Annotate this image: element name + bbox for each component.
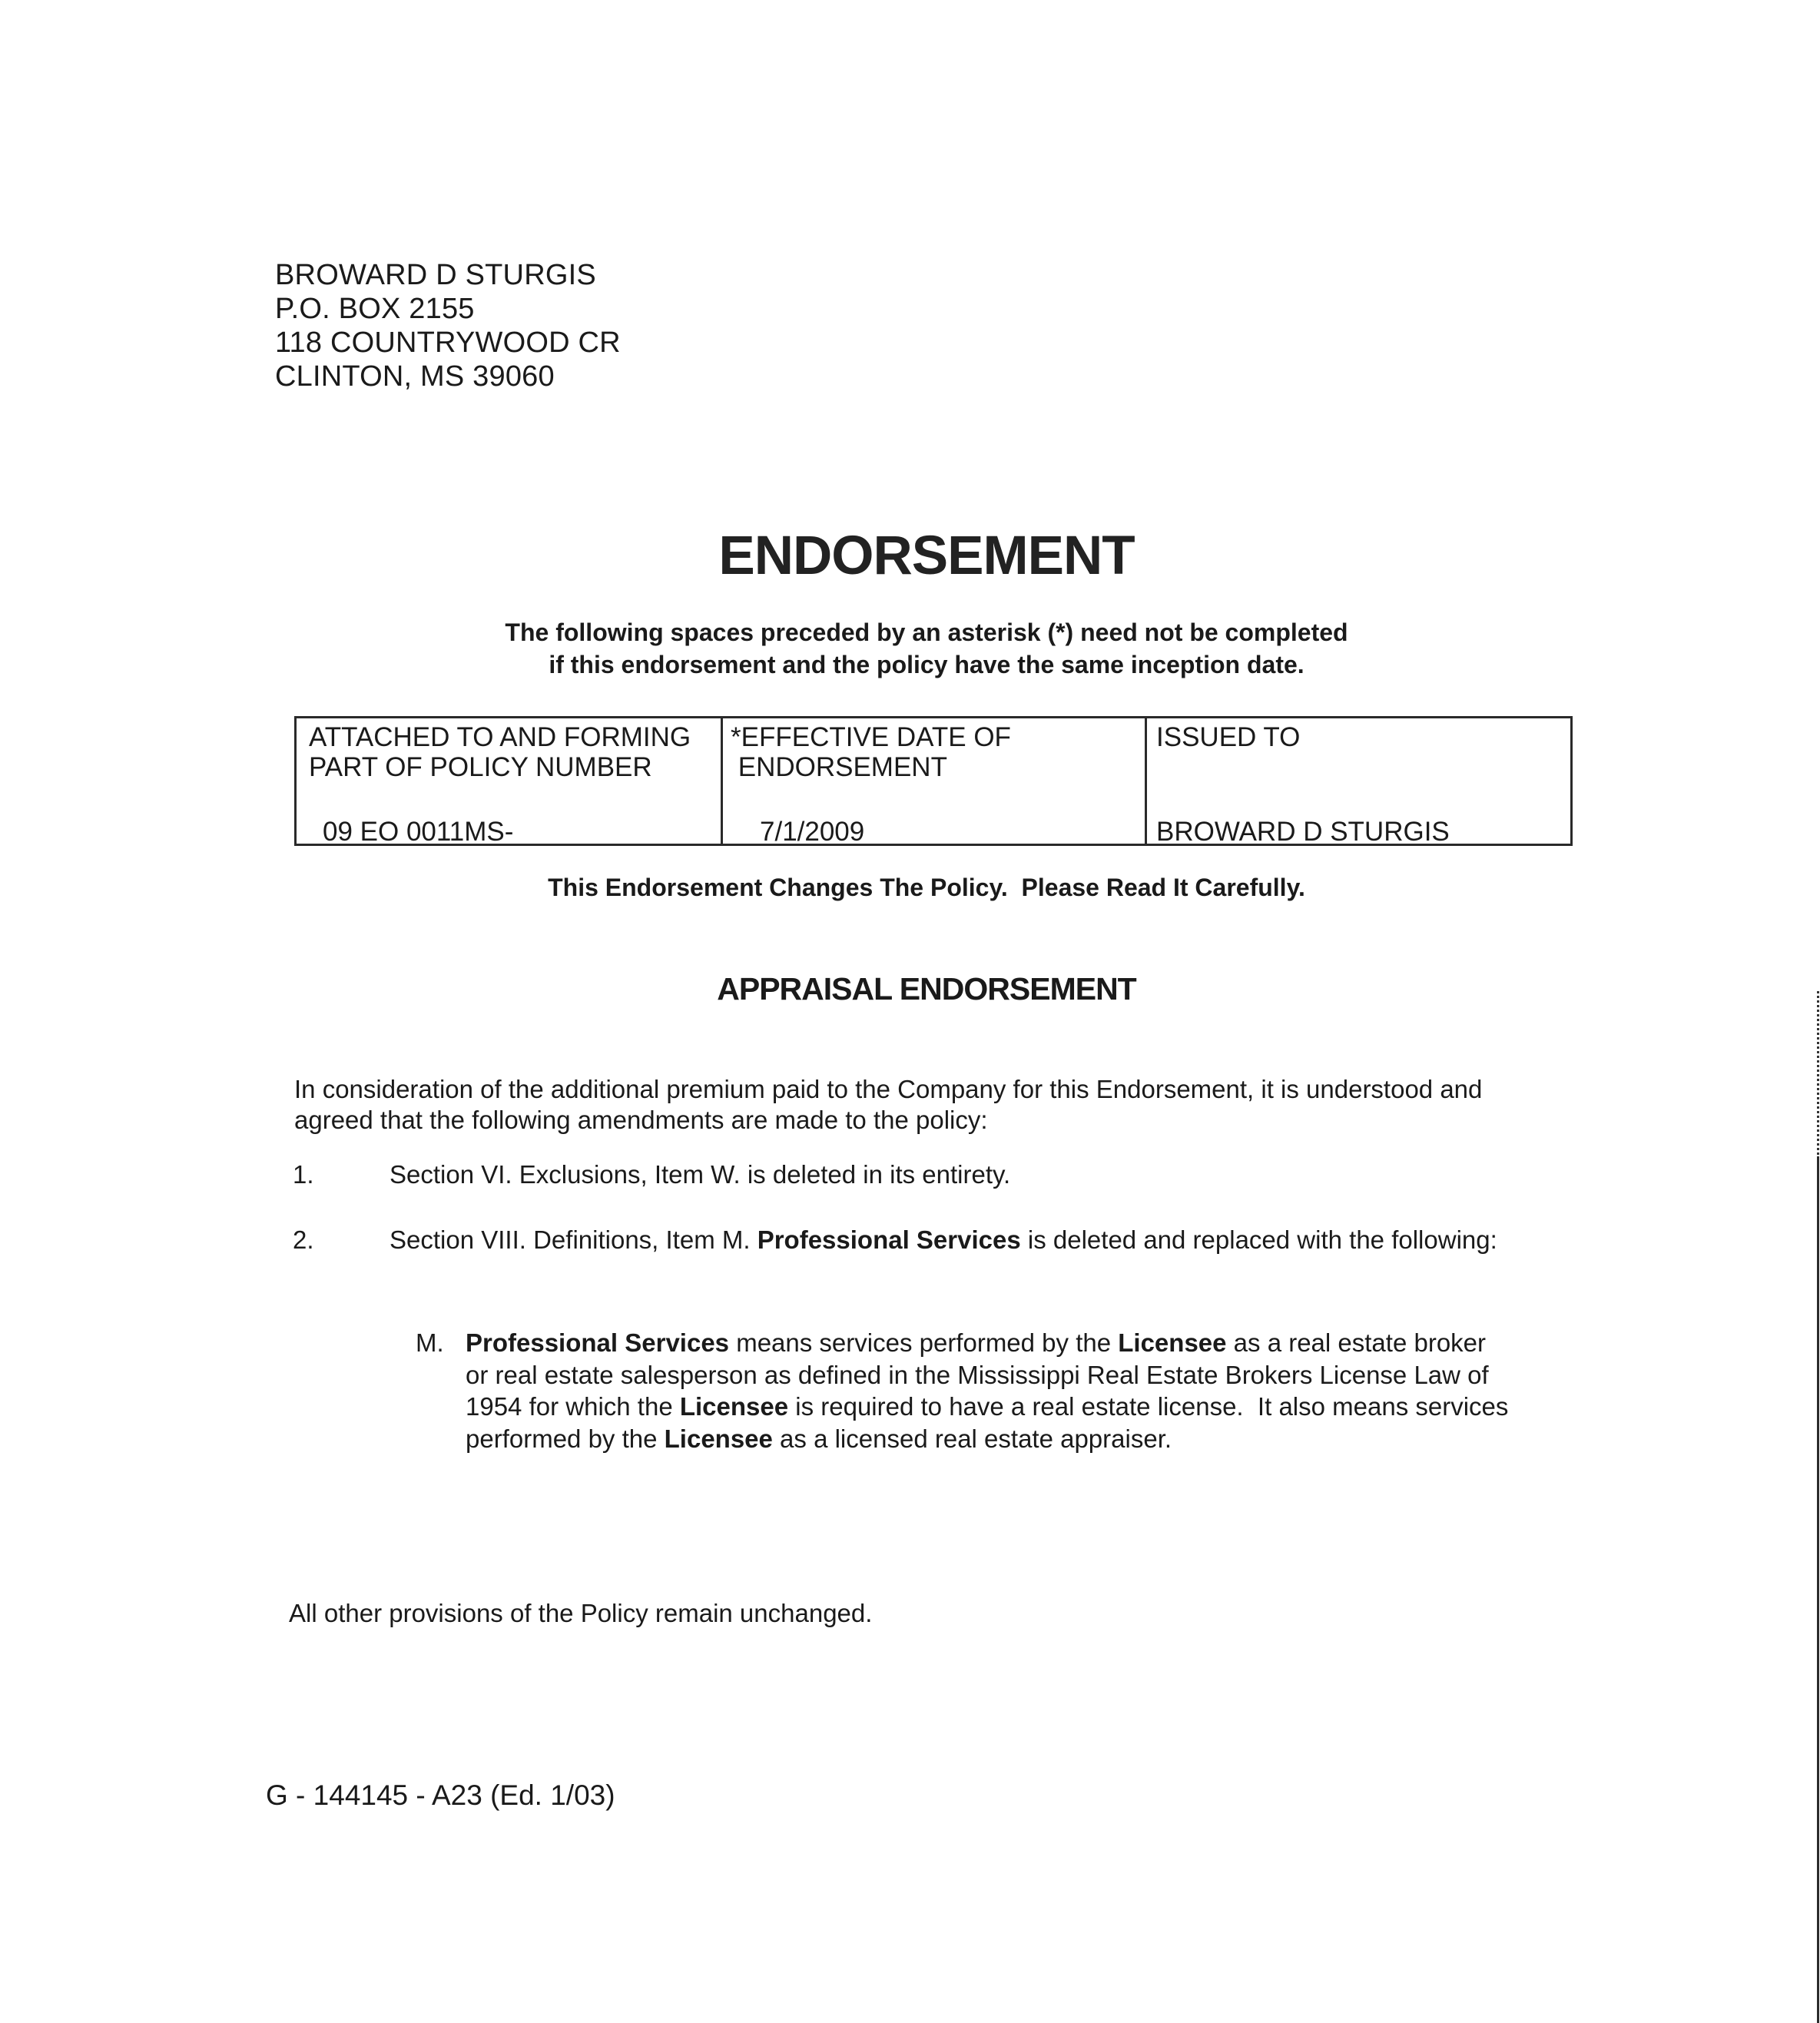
section-title: APPRAISAL ENDORSEMENT [717, 971, 1136, 1007]
policy-number-label-line-1: ATTACHED TO AND FORMING [309, 722, 691, 752]
closing-statement: All other provisions of the Policy remain unchanged. [289, 1599, 873, 1627]
mailing-address [275, 258, 621, 393]
address-street: 118 COUNTRYWOOD CR [275, 327, 621, 359]
policy-change-notice: This Endorsement Changes The Policy. Please Read It Carefully. [548, 874, 1305, 901]
intro-paragraph [294, 1074, 1570, 1136]
issued-to-label [1156, 722, 1300, 752]
instructions-line-1: The following spaces preceded by an asterisk (*) need not be completed [505, 619, 1348, 646]
issued-to-value: BROWARD D STURGIS [1156, 817, 1450, 847]
item-1-number: 1. [293, 1160, 314, 1189]
item-2-text-start: Section VIII. Definitions, Item M. [390, 1225, 758, 1254]
item-1-text: Section VI. Exclusions, Item W. is deleted in its entirety. [390, 1160, 1011, 1189]
definition-body [466, 1327, 1508, 1454]
effective-date-cell [722, 718, 1146, 845]
address-city-state-zip: CLINTON, MS 39060 [275, 360, 555, 393]
effective-date-label-line-1: *EFFECTIVE DATE OF [731, 722, 1011, 752]
effective-date-value: 7/1/2009 [760, 817, 865, 847]
definition-letter: M. [416, 1328, 444, 1357]
policy-info-table [294, 716, 1573, 846]
term-professional-services: Professional Services [466, 1328, 730, 1357]
term-licensee: Licensee [679, 1392, 789, 1421]
definition-line-3 [466, 1391, 1508, 1423]
item-2-term: Professional Services [757, 1225, 1021, 1254]
scan-edge-line [1817, 1156, 1819, 2023]
asterisk-instructions [0, 616, 1820, 681]
definition-line-4-text-b: as a licensed real estate appraiser. [772, 1424, 1172, 1453]
term-licensee: Licensee [1118, 1328, 1227, 1357]
effective-date-label-line-2: ENDORSEMENT [731, 752, 947, 782]
policy-number-label [309, 722, 691, 782]
effective-date-label [731, 722, 1011, 782]
intro-line-2: agreed that the following amendments are made to the policy: [294, 1106, 988, 1134]
policy-number-label-line-2: PART OF POLICY NUMBER [309, 752, 652, 782]
definition-line-4-text-a: performed by the [466, 1424, 665, 1453]
intro-line-1: In consideration of the additional premium paid to the Company for this Endorsement, it is understood and [294, 1075, 1483, 1103]
policy-number-cell [296, 718, 722, 845]
definition-line-2 [466, 1359, 1508, 1391]
issued-to-label-line-1: ISSUED TO [1156, 722, 1301, 752]
instructions-line-2: if this endorsement and the policy have the same inception date. [549, 651, 1304, 678]
definition-line-4 [466, 1423, 1508, 1455]
definition-line-1-text-b: as a real estate broker [1226, 1328, 1487, 1357]
item-2-text-end: is deleted and replaced with the following: [1020, 1225, 1497, 1254]
address-po-box: P.O. BOX 2155 [275, 293, 475, 325]
address-name: BROWARD D STURGIS [275, 259, 596, 291]
definition-line-1 [466, 1327, 1508, 1359]
definition-line-2-text: or real estate salesperson as defined in the Mississippi Real Estate Brokers License Law of [466, 1360, 1489, 1389]
policy-number-value: 09 EO 0011MS- [323, 817, 514, 847]
item-2-number: 2. [293, 1225, 314, 1254]
scan-edge-line-dotted [1817, 991, 1819, 1160]
document-title: ENDORSEMENT [718, 526, 1135, 586]
definition-line-3-text-b: is required to have a real estate license. It also means services [788, 1392, 1509, 1421]
item-2-text [390, 1225, 1497, 1255]
definition-line-1-text-a: means services performed by the [729, 1328, 1119, 1357]
form-number: G - 144145 - A23 (Ed. 1/03) [266, 1779, 615, 1811]
term-licensee: Licensee [664, 1424, 773, 1453]
issued-to-cell [1146, 718, 1572, 845]
definition-line-3-text-a: 1954 for which the [466, 1392, 680, 1421]
